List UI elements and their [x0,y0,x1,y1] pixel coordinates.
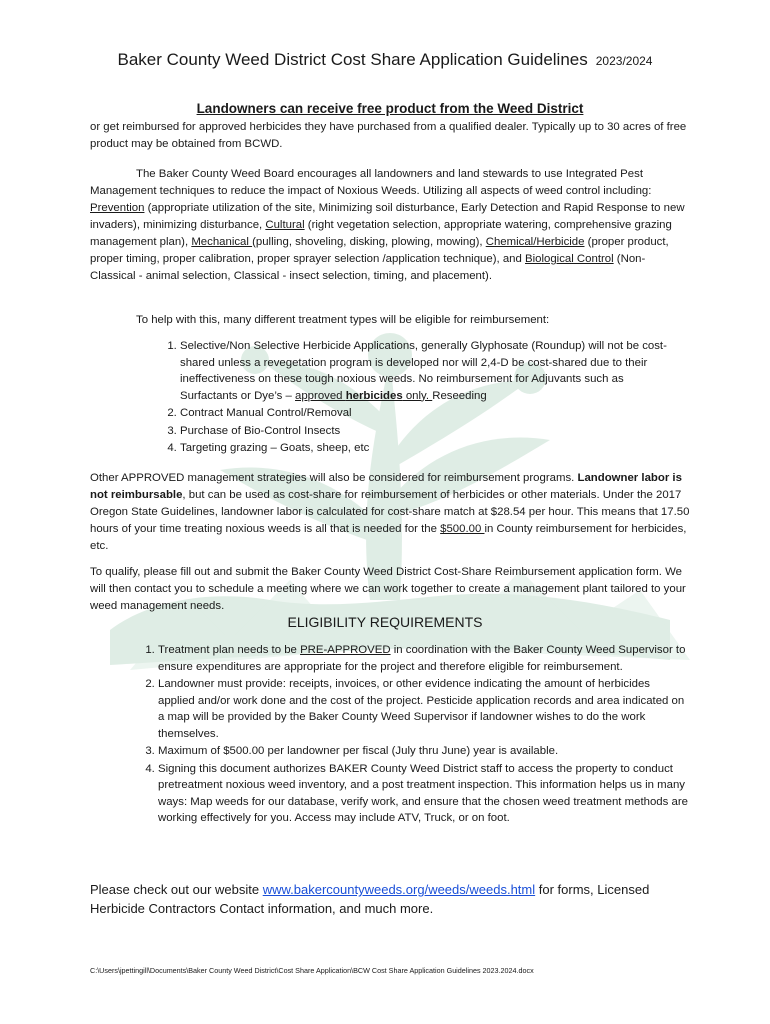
treatment-list [180,338,680,458]
labor-note: Landowner labor is not reimbursable [90,472,682,501]
list-item: 3. Maximum of $500.00 per landowner per fiscal (July thru June) year is available. [158,743,688,760]
chemical-term: Chemical/Herbicide [485,236,585,248]
title-year: 2023/2024 [595,54,653,68]
list-item: 3. Purchase of Bio-Control Insects [180,423,680,440]
intro-paragraph [90,100,690,153]
list-item: 2. Landowner must provide: receipts, invoices, or other evidence indicating the amount of herbicides applied and/or work done and the cost of the project. Pesticide application records and area indicated on a map will be provided by the Baker County Weed Supervisor if landowner wishes to do the work themselves. [158,676,688,742]
eligibility-list [158,642,688,828]
footer-file-path: C:\Users\jpettingill\Documents\Baker County Weed District\Cost Share Application\BCW Cost Share Application Guidelines 2023.2024.docx [90,966,534,975]
website-paragraph: Please check out our website www.bakercountyweeds.org/weeds/weeds.html for forms, Licensed Herbicide Contractors Contact information, and much more. [90,882,650,916]
list-item: 4. Targeting grazing – Goats, sheep, etc [180,440,680,457]
ipm-paragraph: The Baker County Weed Board encourages all landowners and land stewards to use Integrated Pest Management techniques to reduce the impact of Noxious Weeds. Utilizing all aspects of weed control including: Prevention (appropriate utilization of the site, Minimizing soil disturbance, Early Detection and Rapid Response to new invaders), minimizing disturbance, Cultural (right vegetation selection, appropriate watering, comprehensive grazing management plan), Mechanical (pulling, shoveling, disking, plowing, mowing), Chemical/Herbicide (proper product, proper timing, proper calibration, proper sprayer selection /application technique), and Biological Control (Non-Classical - animal selection, Classical - insect selection, timing, and placement). [90,168,685,282]
list-item: 4. Signing this document authorizes BAKER County Weed District staff to access the property to conduct pretreatment noxious weed inventory, and a post treatment inspection. This information helps us in many ways: Map weeds for our database, verify work, and ensure that the chosen weed treatment methods are working effectively for you. Access may include ATV, Truck, or on foot. [158,761,688,827]
qualify-paragraph: To qualify, please fill out and submit the Baker County Weed District Cost-Share Reimbursement application form. We will then contact you to schedule a meeting where we can work together to create a management plant tailored to your weed management needs. [90,566,686,612]
help-text: To help with this, many different treatment types will be eligible for reimbursement: [136,314,550,326]
pre-approved: PRE-APPROVED [300,644,391,656]
amount: $500.00 [440,523,485,535]
intro-text: or get reimbursed for approved herbicides they have purchased from a qualified dealer. Typically up to 30 acres of free product may be obtained from BCWD. [90,121,687,150]
eligibility-title: ELIGIBILITY REQUIREMENTS [287,614,483,630]
list-item: 1. Treatment plan needs to be PRE-APPROVED in coordination with the Baker County Weed Supervisor to ensure expenditures are appropriate for the project and therefore eligible for reimbursement. [158,642,688,675]
other-strategies-paragraph: Other APPROVED management strategies will also be considered for reimbursement programs. Landowner labor is not reimbursable, but can be used as cost-share for reimbursement of herbicides or other materials. Under the 2017 Oregon State Guidelines, landowner labor is calculated for cost-share match at $28.54 per hour. This means that 17.50 hours of your time treating noxious weeds is all that is needed for the $500.00 in County reimbursement for herbicides, etc. [90,472,690,552]
document-title [0,50,770,70]
list-item: 2. Contract Manual Control/Removal [180,405,680,422]
list-item: 1. Selective/Non Selective Herbicide Applications, generally Glyphosate (Roundup) will not be cost-shared unless a revegetation program is developed nor will 2,4-D be cost-shared due to their ineffectiveness on these tough noxious weeds. No reimbursement for Adjuvants such as Surfactants or Dye’s – approved herbicides only. Reseeding [180,338,680,404]
website-link[interactable]: www.bakercountyweeds.org/weeds/weeds.html [262,882,536,897]
title-text: Baker County Weed District Cost Share Application Guidelines [117,50,588,69]
biological-term: Biological Control [525,253,614,265]
cultural-term: Cultural [265,219,305,231]
intro-lead: Landowners can receive free product from the Weed District [196,101,584,116]
mechanical-term: Mechanical [191,236,253,248]
prevention-term: Prevention [90,202,145,214]
